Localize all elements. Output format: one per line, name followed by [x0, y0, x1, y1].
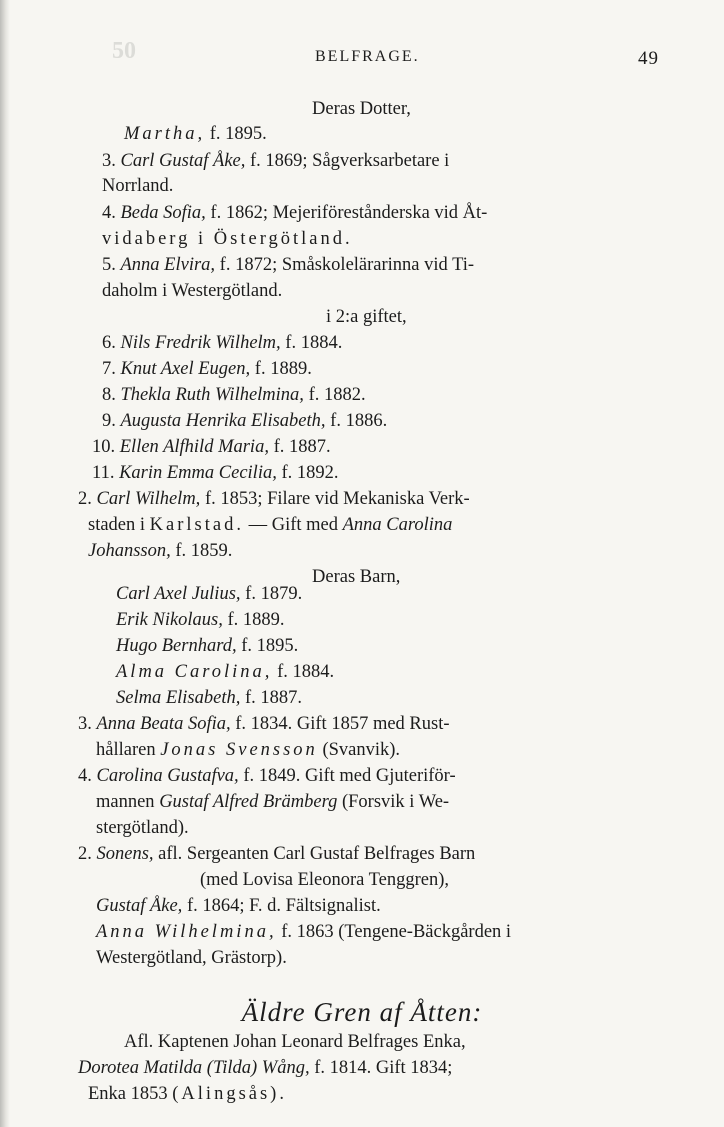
text-line: Enka 1853 (Alingsås). [88, 1084, 287, 1104]
page-number: 49 [638, 48, 659, 69]
list-item: 10. Ellen Alfhild Maria, f. 1887. [92, 437, 331, 457]
text-line: stergötland). [96, 818, 189, 838]
text-line: Westergötland, Grästorp). [96, 948, 287, 968]
text-line: i 2:a giftet, [326, 307, 407, 327]
list-item: 4. Carolina Gustafva, f. 1849. Gift med Gjuteriför- [78, 766, 456, 786]
list-item: Alma Carolina, f. 1884. [116, 662, 335, 682]
text-line: Martha, f. 1895. [124, 124, 267, 144]
text-line: Afl. Kaptenen Johan Leonard Belfrages Enka, [124, 1032, 466, 1052]
bleed-through-page-number: 50 [112, 38, 136, 64]
running-head-title: BELFRAGE. [315, 48, 420, 65]
list-item: Anna Wilhelmina, f. 1863 (Tengene-Bäckgården i [96, 922, 512, 942]
list-item: 2. Carl Wilhelm, f. 1853; Filare vid Mekaniska Verk- [78, 489, 470, 509]
text-line: Dorotea Matilda (Tilda) Wång, f. 1814. Gift 1834; [78, 1058, 453, 1078]
list-item: 3. Anna Beata Sofia, f. 1834. Gift 1857 med Rust- [78, 714, 450, 734]
list-item: 4. Beda Sofia, f. 1862; Mejeriföreståndersk​a vid Åt- [102, 203, 488, 223]
text-line: mannen Gustaf Alfred Brämberg (Forsvik i We- [96, 792, 450, 812]
list-item: Erik Nikolaus, f. 1889. [116, 610, 285, 630]
list-item: 3. Carl Gustaf Åke, f. 1869; Sågverksarbetare i [102, 151, 450, 171]
list-item: Carl Axel Julius, f. 1879. [116, 584, 303, 604]
text-line: staden i Karlstad. — Gift med Anna Carolina [88, 515, 453, 535]
text-line: vidaberg i Östergötland. [102, 229, 353, 249]
text-line: Norrland. [102, 176, 174, 196]
text-line: (med Lovisa Eleonora Tenggren), [200, 870, 450, 890]
text-line: Johansson, f. 1859. [88, 541, 233, 561]
section-heading: Äldre Gren af Åtten: [241, 997, 483, 1027]
page-edge-shadow [0, 0, 10, 1127]
list-item: 8. Thekla Ruth Wilhelmina, f. 1882. [102, 385, 366, 405]
list-item: 6. Nils Fredrik Wilhelm, f. 1884. [102, 333, 343, 353]
text-line: Deras Barn, [312, 567, 401, 587]
list-item: Gustaf Åke, f. 1864; F. d. Fältsignalist. [96, 896, 381, 916]
text-line: Deras Dotter, [312, 99, 411, 119]
list-item: 11. Karin Emma Cecilia, f. 1892. [92, 463, 339, 483]
list-item: 9. Augusta Henrika Elisabeth, f. 1886. [102, 411, 388, 431]
list-item: Selma Elisabeth, f. 1887. [116, 688, 303, 708]
list-item: 7. Knut Axel Eugen, f. 1889. [102, 359, 312, 379]
text-line: hållaren Jonas Svensson (Svanvik). [96, 740, 401, 760]
list-item: 5. Anna Elvira, f. 1872; Småskolelärarinna vid Ti- [102, 255, 475, 275]
text-line: daholm i Westergötland. [102, 281, 283, 301]
list-item: 2. Sonens, afl. Sergeanten Carl Gustaf Belfrages Barn [78, 844, 476, 864]
list-item: Hugo Bernhard, f. 1895. [116, 636, 299, 656]
